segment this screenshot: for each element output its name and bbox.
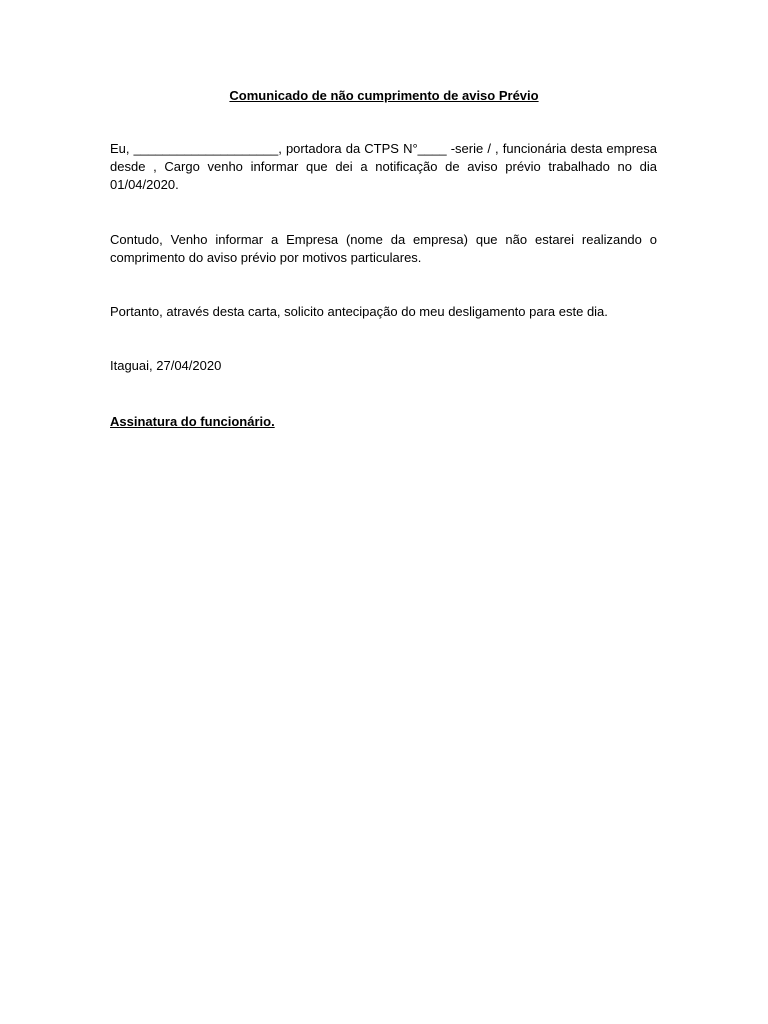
document-title: Comunicado de não cumprimento de aviso Prévio	[229, 88, 539, 103]
signature-line: Assinatura do funcionário.	[110, 414, 275, 429]
paragraph-notice	[110, 231, 657, 267]
paragraph-notice-line-1: Contudo, Venho informar a Empresa (nome da empresa) que não estarei realizando o	[110, 232, 657, 247]
paragraph-intro-line-3: 01/04/2020.	[110, 177, 179, 192]
paragraph-intro-line-1: Eu, ____________________, portadora da CTPS N°____ -serie / , funcionária desta empresa	[110, 141, 657, 156]
paragraph-intro-line-2: desde , Cargo venho informar que dei a notificação de aviso prévio trabalhado no dia	[110, 159, 657, 174]
paragraph-request: Portanto, através desta carta, solicito antecipação do meu desligamento para este dia.	[110, 304, 608, 319]
place-date: Itaguai, 27/04/2020	[110, 358, 222, 373]
paragraph-notice-line-2: comprimento do aviso prévio por motivos particulares.	[110, 250, 422, 265]
paragraph-intro	[110, 140, 657, 194]
